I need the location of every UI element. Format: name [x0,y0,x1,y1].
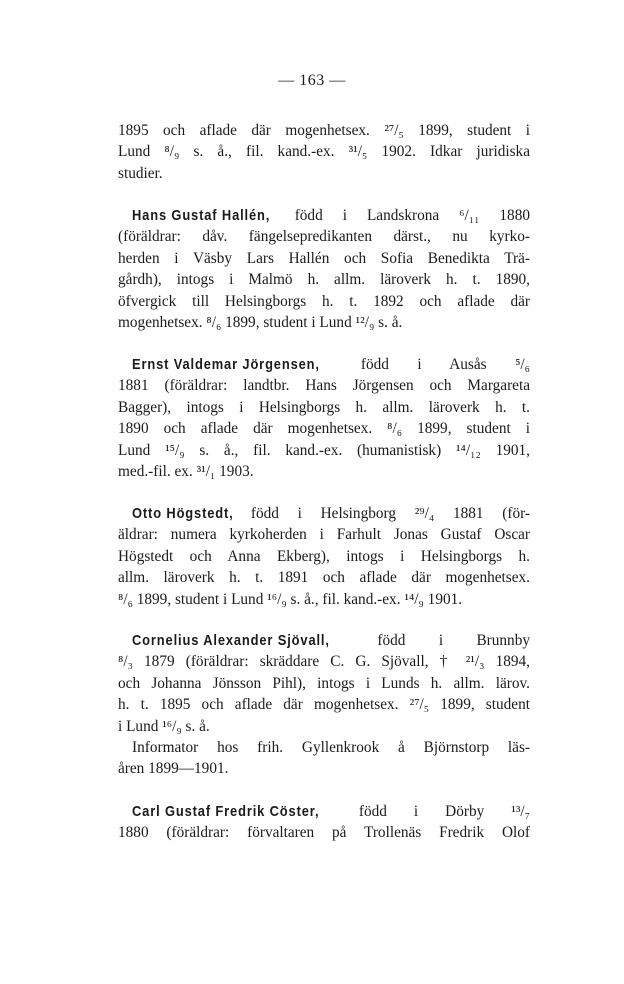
text-fragment: född i Dörby ¹³/₇ [331,803,530,820]
text-line: och Johanna Jönsson Pihl), intogs i Lunds h. allm. lärov. [118,674,530,692]
text-line: h. t. 1895 och aflade där mogenhetsex. ²⁷/₅ 1899, student [118,696,530,714]
text-line: 1895 och aflade där mogenhetsex. ²⁷/₅ 1899, student i [118,122,530,139]
text-line: 1881 (föräldrar: landtbr. Hans Jörgensen och Margareta [118,377,530,395]
text-line: 1880 (föräldrar: förvaltaren på Trollenäs Fredrik Olof [118,824,530,842]
text-line: allm. läroverk h. t. 1891 och aflade där mogenhetsex. [118,569,530,587]
person-name: Carl Gustaf Fredrik Cöster, [132,803,320,820]
text-line: gårdh), intogs i Malmö h. allm. läroverk h. t. 1890, [118,271,530,289]
entry-continuation [118,120,530,184]
entry-hogstedt [118,503,530,610]
text-line: Bagger), intogs i Helsingborgs h. allm. läroverk h. t. [118,398,530,416]
text-line: (föräldrar: dåv. fängelsepredikanten därst., nu kyrko- [118,228,530,246]
person-name: Ernst Valdemar Jörgensen, [132,356,320,373]
entry-hallen [118,205,530,333]
text-line: Informator hos frih. Gyllenkrook å Björnstorp läs- [132,738,530,756]
text-fragment: född i Helsingborg ²⁹/₄ 1881 (för- [232,505,530,522]
text-line: Lund ⁸/₉ s. å., fil. kand.-ex. ³¹/₅ 1902. Idkar juridiska [118,143,530,161]
text-line: i Lund ¹⁶/₉ s. å. [118,717,210,735]
text-line: ⁸/₆ 1899, student i Lund ¹⁶/₉ s. å., fil. kand.-ex. ¹⁴/₉ 1901. [118,590,463,608]
text-line: studier. [118,164,163,182]
text-line: äldrar: numera kyrkoherden i Farhult Jonas Gustaf Oscar [118,526,530,544]
text-line: herden i Väsby Lars Hallén och Sofia Benedikta Trä- [118,249,530,267]
page-number: — 163 — [278,72,346,89]
text-fragment: född i Brunnby [344,632,530,649]
entry-coster [118,801,530,844]
text-line: Högstedt och Anna Ekberg), intogs i Helsingborgs h. [118,547,530,565]
entry-first-line [118,205,530,226]
entry-first-line [118,630,530,651]
entry-jorgensen [118,354,530,482]
text-fragment: född i Landskrona ⁶/₁₁ 1880 [274,207,530,224]
person-name: Otto Högstedt, [132,505,234,522]
entry-first-line [118,503,530,524]
text-line: mogenhetsex. ⁸/₆ 1899, student i Lund ¹²/₉ s. å. [118,313,403,331]
text-line: öfvergick till Helsingborgs h. t. 1892 och aflade där [118,292,530,310]
entry-first-line [118,801,530,822]
entry-sjovall [118,630,530,780]
person-name: Hans Gustaf Hallén, [132,207,271,224]
text-line: åren 1899—1901. [118,760,229,778]
text-line: ⁸/₃ 1879 (föräldrar: skräddare C. G. Sjövall, † ²¹/₃ 1894, [118,653,530,671]
text-fragment: född i Ausås ⁵/₆ [332,356,530,373]
text-line: 1890 och aflade där mogenhetsex. ⁸/₆ 1899, student i [118,420,530,438]
person-name: Cornelius Alexander Sjövall, [132,632,330,649]
text-line: Lund ¹⁵/₉ s. å., fil. kand.-ex. (humanistisk) ¹⁴/₁₂ 1901, [118,441,530,459]
entry-first-line [118,354,530,375]
text-line: med.-fil. ex. ³¹/₁ 1903. [118,462,254,480]
